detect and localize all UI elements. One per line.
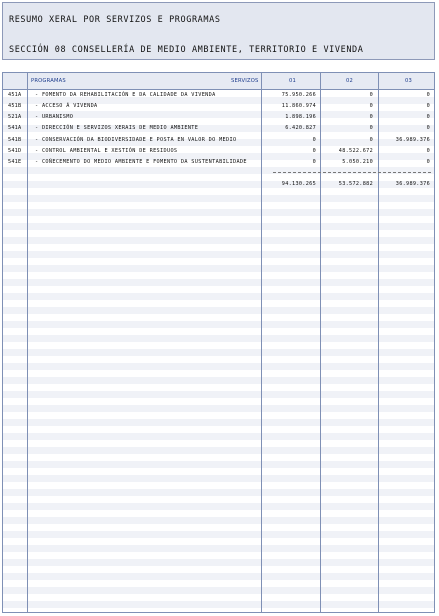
- program-code: 541A: [8, 125, 22, 131]
- program-code: 521A: [8, 114, 22, 120]
- program-code: 451B: [8, 103, 22, 109]
- column-header-01: 01: [289, 78, 297, 84]
- value-01: 0: [312, 159, 316, 165]
- program-description: - CONSERVACIÓN DA BIODIVERSIDADE E POSTA EN VALOR DO MEDIO: [35, 137, 237, 143]
- program-description: - CONTROL AMBIENTAL E XESTIÓN DE RESIDUOS: [35, 148, 178, 154]
- value-02: 5.050.210: [342, 159, 373, 165]
- value-02: 0: [369, 103, 373, 109]
- value-03: 0: [426, 159, 430, 165]
- program-code: 541B: [8, 137, 22, 143]
- value-03: 0: [426, 114, 430, 120]
- value-01: 6.420.827: [285, 125, 316, 131]
- program-description: - COÑECEMENTO DO MEDIO AMBIENTE E FOMENTO DA SUSTENTABILIDADE: [35, 159, 247, 165]
- program-description: - DIRECCIÓN E SERVIZOS XERAIS DE MEDIO AMBIENTE: [35, 125, 199, 131]
- table-row: [3, 92, 434, 99]
- table-row: [3, 148, 434, 155]
- value-01: 0: [312, 137, 316, 143]
- program-description: - FOMENTO DA REHABILITACIÓN E DA CALIDADE DA VIVENDA: [35, 92, 216, 98]
- value-03: 0: [426, 148, 430, 154]
- total-03: 36.989.376: [395, 181, 430, 187]
- table-row: [3, 103, 434, 110]
- column-header-02: 02: [346, 78, 354, 84]
- total-01: 94.130.265: [281, 181, 316, 187]
- totals-separator: [273, 172, 431, 173]
- column-header-servizos: SERVIZOS: [231, 78, 259, 84]
- report-title: RESUMO XERAL POR SERVIZOS E PROGRAMAS: [9, 15, 221, 25]
- value-01: 0: [312, 148, 316, 154]
- value-03: 0: [426, 125, 430, 131]
- value-03: 0: [426, 92, 430, 98]
- column-header-03: 03: [405, 78, 413, 84]
- value-03: 0: [426, 103, 430, 109]
- value-03: 36.989.376: [395, 137, 430, 143]
- program-code: 451A: [8, 92, 22, 98]
- table-row: [3, 159, 434, 166]
- report-header: [2, 2, 435, 60]
- table-row: [3, 114, 434, 121]
- value-01: 1.898.196: [285, 114, 316, 120]
- total-02: 53.572.882: [338, 181, 373, 187]
- value-01: 11.860.974: [281, 103, 316, 109]
- column-header-programas: PROGRAMAS: [31, 78, 66, 84]
- program-code: 541E: [8, 159, 22, 165]
- table-header: [3, 73, 434, 90]
- value-02: 0: [369, 137, 373, 143]
- section-title: SECCIÓN 08 CONSELLERÍA DE MEDIO AMBIENTE, TERRITORIO E VIVENDA: [9, 45, 364, 55]
- value-01: 75.950.266: [281, 92, 316, 98]
- table-row: [3, 137, 434, 144]
- totals-row: [3, 181, 434, 189]
- summary-table: [2, 72, 435, 613]
- value-02: 0: [369, 114, 373, 120]
- program-code: 541D: [8, 148, 22, 154]
- value-02: 48.522.672: [338, 148, 373, 154]
- program-description: - URBANISMO: [35, 114, 74, 120]
- program-description: - ACCESO Á VIVENDA: [35, 103, 98, 109]
- value-02: 0: [369, 92, 373, 98]
- value-02: 0: [369, 125, 373, 131]
- table-row: [3, 125, 434, 132]
